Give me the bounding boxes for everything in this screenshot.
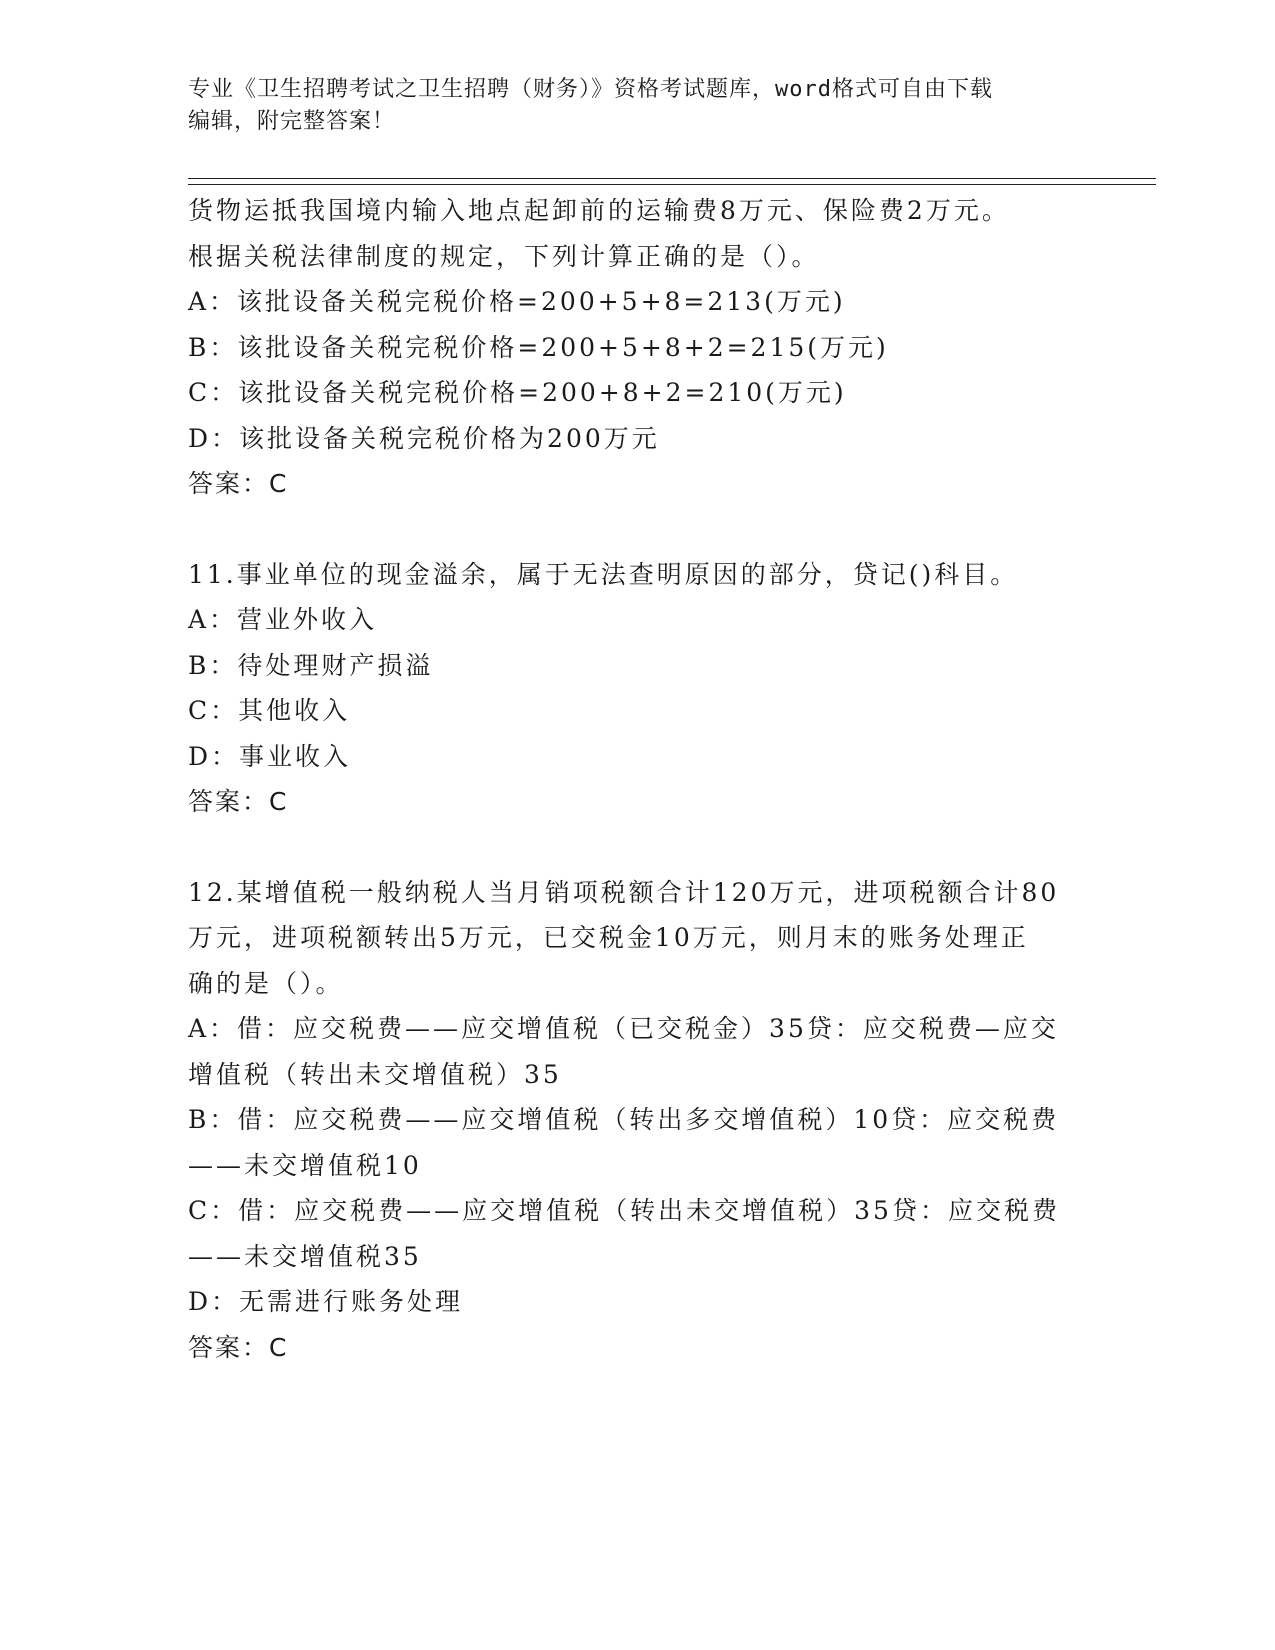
option-c: C：该批设备关税完税价格=200+8+2=210(万元) bbox=[188, 378, 847, 407]
header-line-1: 专业《卫生招聘考试之卫生招聘（财务）》资格考试题库，word格式可自由下载 bbox=[188, 77, 993, 102]
question-text-line: 11.事业单位的现金溢余，属于无法查明原因的部分，贷记()科目。 bbox=[188, 559, 1019, 589]
option-d: D：无需进行账务处理 bbox=[188, 1287, 464, 1316]
answer-line: 答案：C bbox=[188, 1332, 289, 1362]
question-text-line: 12.某增值税一般纳税人当月销项税额合计120万元，进项税额合计80 bbox=[188, 877, 1060, 907]
option-a: A：借：应交税费——应交增值税（已交税金）35贷：应交税费—应交 bbox=[188, 1014, 1059, 1043]
question-text-line: 确的是（）。 bbox=[188, 968, 344, 998]
answer-line: 答案：C bbox=[188, 469, 289, 498]
option-a: A：该批设备关税完税价格=200+5+8=213(万元) bbox=[188, 287, 846, 316]
option-c-continued: ——未交增值税35 bbox=[188, 1241, 422, 1271]
answer-line: 答案：C bbox=[188, 787, 289, 816]
spacer bbox=[188, 825, 1088, 870]
document-body bbox=[188, 188, 1088, 1370]
question-block-12 bbox=[188, 870, 1088, 1371]
option-c: C：其他收入 bbox=[188, 696, 351, 725]
option-d: D：事业收入 bbox=[188, 741, 352, 771]
option-b: B：该批设备关税完税价格=200+5+8+2=215(万元) bbox=[188, 332, 889, 362]
question-text-line: 货物运抵我国境内输入地点起卸前的运输费8万元、保险费2万元。 bbox=[188, 196, 1010, 225]
header-line-2: 编辑，附完整答案！ bbox=[188, 109, 396, 134]
question-text-line: 万元，进项税额转出5万元，已交税金10万元，则月末的账务处理正 bbox=[188, 923, 1029, 952]
option-a-continued: 增值税（转出未交增值税）35 bbox=[188, 1059, 562, 1089]
option-c: C：借：应交税费——应交增值税（转出未交增值税）35贷：应交税费 bbox=[188, 1196, 1060, 1225]
option-b: B：借：应交税费——应交增值税（转出多交增值税）10贷：应交税费 bbox=[188, 1105, 1060, 1134]
spacer bbox=[188, 507, 1088, 552]
document-header bbox=[188, 74, 1088, 138]
option-d: D：该批设备关税完税价格为200万元 bbox=[188, 423, 660, 453]
header-double-rule bbox=[188, 178, 1156, 185]
option-b-continued: ——未交增值税10 bbox=[188, 1150, 422, 1180]
question-block-continued bbox=[188, 188, 1088, 507]
option-b: B：待处理财产损溢 bbox=[188, 650, 434, 680]
option-a: A：营业外收入 bbox=[188, 605, 378, 634]
question-block-11 bbox=[188, 552, 1088, 825]
question-text-line: 根据关税法律制度的规定，下列计算正确的是（）。 bbox=[188, 241, 820, 271]
